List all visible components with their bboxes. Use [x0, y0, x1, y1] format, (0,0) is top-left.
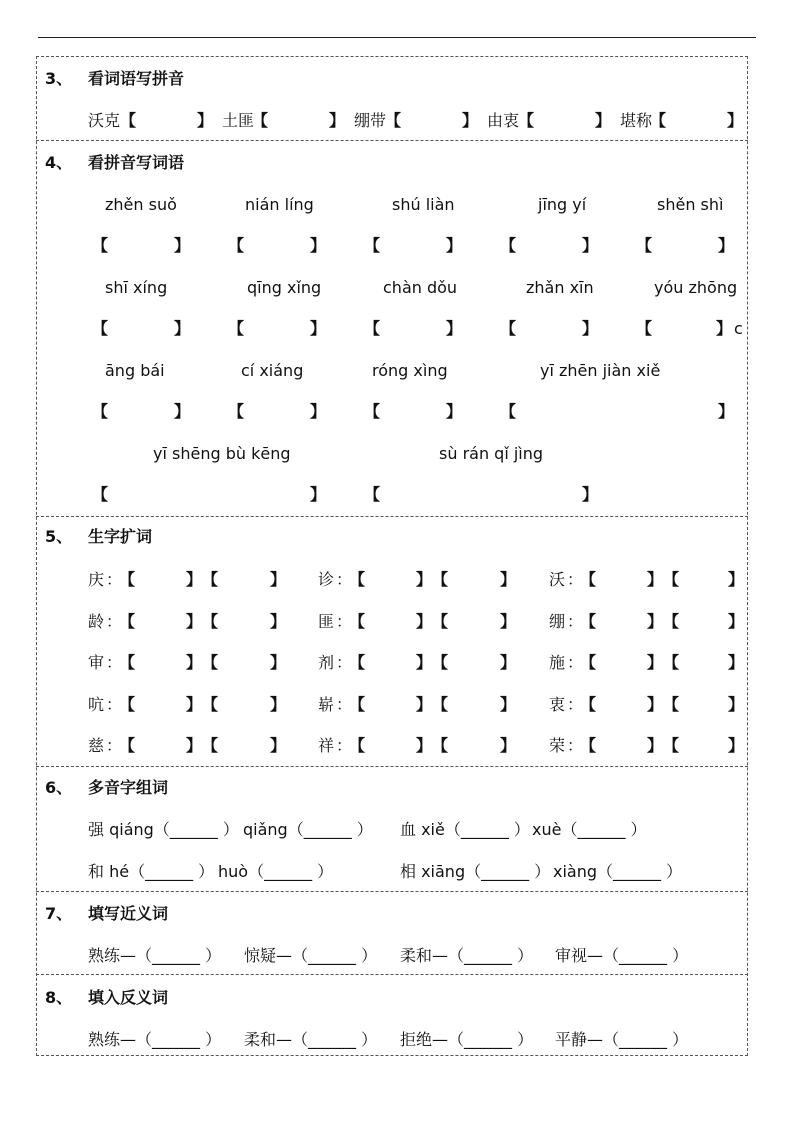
- polyphone-item: xuè（______ ）: [532, 820, 647, 839]
- answer-bracket-open: 【: [202, 612, 219, 631]
- answer-bracket-close: 】: [728, 612, 745, 631]
- pinyin-prompt: cí xiáng: [241, 361, 304, 380]
- section-6-number: 6、: [45, 778, 73, 797]
- section-divider: [36, 891, 748, 892]
- answer-bracket-close: 】: [500, 695, 517, 714]
- character-prompt: 崭: [318, 695, 335, 714]
- character-prompt: 庆: [88, 570, 105, 589]
- answer-bracket-close: 】: [186, 570, 203, 589]
- answer-bracket-open: 【: [500, 402, 517, 421]
- colon: ：: [336, 612, 353, 631]
- answer-bracket-close: 】: [582, 485, 599, 504]
- answer-bracket-close: 】: [727, 111, 744, 130]
- answer-bracket-close: 】: [310, 485, 327, 504]
- answer-bracket-open: 【: [364, 485, 381, 504]
- answer-bracket-close: 】: [186, 695, 203, 714]
- answer-bracket-close: 】: [462, 111, 479, 130]
- answer-bracket-close: 】: [647, 736, 664, 755]
- character-prompt: 祥: [318, 736, 335, 755]
- answer-bracket-open: 【: [119, 653, 136, 672]
- answer-bracket-close: 】: [728, 653, 745, 672]
- character-prompt: 慈: [88, 736, 105, 755]
- colon: ：: [567, 612, 584, 631]
- answer-bracket-close: 】: [174, 319, 191, 338]
- answer-bracket-close: 】: [500, 570, 517, 589]
- answer-bracket-open: 【: [120, 111, 137, 130]
- answer-bracket-open: 【: [663, 653, 680, 672]
- answer-bracket-open: 【: [518, 111, 535, 130]
- answer-bracket-open: 【: [349, 653, 366, 672]
- section-8-title: 填入反义词: [88, 988, 169, 1007]
- answer-bracket-close: 】: [728, 570, 745, 589]
- answer-bracket-close: 】: [446, 236, 463, 255]
- vocab-word: 沃克: [88, 111, 121, 130]
- section-divider: [36, 766, 748, 767]
- antonym-item: 拒绝—（______ ）: [400, 1030, 534, 1049]
- polyphone-item: 和 hé（______ ）: [88, 862, 215, 881]
- answer-bracket-open: 【: [202, 570, 219, 589]
- polyphone-item: huò（______ ）: [218, 862, 334, 881]
- character-prompt: 匪: [318, 612, 335, 631]
- answer-bracket-open: 【: [349, 695, 366, 714]
- answer-bracket-open: 【: [432, 612, 449, 631]
- pinyin-prompt: chàn dǒu: [383, 278, 458, 297]
- answer-bracket-close: 】: [582, 319, 599, 338]
- section-4-title: 看拼音写词语: [88, 153, 185, 172]
- vocab-word: 堪称: [620, 111, 653, 130]
- section-4-number: 4、: [45, 153, 73, 172]
- answer-bracket-close: 】: [647, 695, 664, 714]
- answer-bracket-close: 】: [310, 319, 327, 338]
- polyphone-item: qiǎng（______ ）: [243, 820, 373, 839]
- answer-bracket-close: 】: [416, 695, 433, 714]
- colon: ：: [106, 736, 123, 755]
- answer-bracket-open: 【: [228, 236, 245, 255]
- section-5-number: 5、: [45, 527, 73, 546]
- answer-bracket-open: 【: [119, 695, 136, 714]
- synonym-item: 熟练—（______ ）: [88, 946, 222, 965]
- answer-bracket-close: 】: [647, 612, 664, 631]
- answer-bracket-open: 【: [636, 319, 653, 338]
- character-prompt: 荣: [549, 736, 566, 755]
- pinyin-prompt: róng xìng: [372, 361, 448, 380]
- answer-bracket-open: 【: [202, 653, 219, 672]
- answer-bracket-close: 】: [329, 111, 346, 130]
- answer-bracket-open: 【: [580, 736, 597, 755]
- answer-bracket-close: 】: [728, 736, 745, 755]
- answer-bracket-open: 【: [432, 695, 449, 714]
- answer-bracket-open: 【: [92, 402, 109, 421]
- answer-bracket-close: 】: [582, 236, 599, 255]
- answer-bracket-open: 【: [349, 612, 366, 631]
- colon: ：: [567, 570, 584, 589]
- answer-bracket-open: 【: [663, 570, 680, 589]
- answer-bracket-close: 】: [310, 402, 327, 421]
- vocab-word: 绷带: [354, 111, 387, 130]
- antonym-item: 平静—（______ ）: [555, 1030, 689, 1049]
- answer-bracket-close: 】: [197, 111, 214, 130]
- answer-bracket-close: 】: [647, 653, 664, 672]
- answer-bracket-close: 】: [647, 570, 664, 589]
- pinyin-prompt: zhěn suǒ: [105, 195, 177, 214]
- colon: ：: [567, 653, 584, 672]
- section-divider: [36, 516, 748, 517]
- answer-bracket-open: 【: [364, 402, 381, 421]
- section-3-title: 看词语写拼音: [88, 69, 185, 88]
- vocab-word: 由衷: [487, 111, 520, 130]
- synonym-item: 惊疑—（______ ）: [244, 946, 378, 965]
- colon: ：: [106, 695, 123, 714]
- colon: ：: [336, 695, 353, 714]
- answer-bracket-open: 【: [349, 570, 366, 589]
- answer-bracket-open: 【: [650, 111, 667, 130]
- answer-bracket-open: 【: [202, 736, 219, 755]
- answer-bracket-close: 】: [446, 402, 463, 421]
- answer-bracket-open: 【: [580, 695, 597, 714]
- answer-bracket-open: 【: [580, 570, 597, 589]
- answer-bracket-open: 【: [432, 570, 449, 589]
- answer-bracket-open: 【: [580, 612, 597, 631]
- answer-bracket-close: 】: [500, 612, 517, 631]
- answer-bracket-close: 】: [416, 653, 433, 672]
- pinyin-prompt: shú liàn: [392, 195, 455, 214]
- character-prompt: 剂: [318, 653, 335, 672]
- answer-bracket-open: 【: [432, 653, 449, 672]
- answer-bracket-open: 【: [252, 111, 269, 130]
- colon: ：: [567, 695, 584, 714]
- answer-bracket-open: 【: [580, 653, 597, 672]
- answer-bracket-close: 】: [174, 402, 191, 421]
- colon: ：: [336, 736, 353, 755]
- polyphone-item: 相 xiāng（______ ）: [400, 862, 551, 881]
- colon: ：: [336, 653, 353, 672]
- section-6-title: 多音字组词: [88, 778, 169, 797]
- synonym-item: 审视—（______ ）: [555, 946, 689, 965]
- pinyin-prompt: nián líng: [245, 195, 314, 214]
- answer-bracket-open: 【: [364, 319, 381, 338]
- answer-bracket-open: 【: [500, 319, 517, 338]
- pinyin-prompt: shī xíng: [105, 278, 168, 297]
- character-prompt: 施: [549, 653, 566, 672]
- pinyin-prompt: sù rán qǐ jìng: [439, 444, 544, 463]
- answer-bracket-open: 【: [92, 319, 109, 338]
- answer-bracket-open: 【: [663, 695, 680, 714]
- answer-bracket-open: 【: [119, 612, 136, 631]
- section-7-title: 填写近义词: [88, 904, 169, 923]
- pinyin-prompt: shěn shì: [657, 195, 724, 214]
- pinyin-prompt: qīng xǐng: [247, 278, 322, 297]
- section-3-number: 3、: [45, 69, 73, 88]
- answer-bracket-open: 【: [119, 736, 136, 755]
- polyphone-item: xiàng（______ ）: [553, 862, 683, 881]
- answer-bracket-close: 】: [416, 736, 433, 755]
- pinyin-prompt: yóu zhōng: [654, 278, 738, 297]
- answer-bracket-close: 】: [500, 653, 517, 672]
- pinyin-prompt: zhǎn xīn: [526, 278, 594, 297]
- character-prompt: 诊: [318, 570, 335, 589]
- colon: ：: [106, 570, 123, 589]
- answer-bracket-close: 】: [174, 236, 191, 255]
- answer-bracket-open: 【: [202, 695, 219, 714]
- section-8-number: 8、: [45, 988, 73, 1007]
- answer-bracket-close: 】: [500, 736, 517, 755]
- answer-bracket-close: 】: [186, 612, 203, 631]
- answer-bracket-open: 【: [663, 612, 680, 631]
- pinyin-prompt: jīng yí: [538, 195, 587, 214]
- answer-bracket-open: 【: [432, 736, 449, 755]
- section-divider: [36, 140, 748, 141]
- answer-bracket-close: 】: [416, 612, 433, 631]
- answer-bracket-close: 】: [270, 612, 287, 631]
- answer-bracket-open: 【: [228, 402, 245, 421]
- colon: ：: [106, 653, 123, 672]
- character-prompt: 绷: [549, 612, 566, 631]
- answer-bracket-close: 】: [270, 695, 287, 714]
- answer-bracket-close: 】: [186, 736, 203, 755]
- character-prompt: 沃: [549, 570, 566, 589]
- colon: ：: [336, 570, 353, 589]
- answer-bracket-close: 】: [728, 695, 745, 714]
- answer-bracket-close: 】: [595, 111, 612, 130]
- answer-bracket-close: 】: [270, 653, 287, 672]
- stray-mark: c: [734, 319, 743, 338]
- polyphone-item: 强 qiáng（______ ）: [88, 820, 239, 839]
- colon: ：: [567, 736, 584, 755]
- section-7-number: 7、: [45, 904, 73, 923]
- answer-bracket-close: 】: [416, 570, 433, 589]
- character-prompt: 审: [88, 653, 105, 672]
- answer-bracket-open: 【: [364, 236, 381, 255]
- answer-bracket-open: 【: [228, 319, 245, 338]
- answer-bracket-open: 【: [349, 736, 366, 755]
- answer-bracket-close: 】: [310, 236, 327, 255]
- section-divider: [36, 974, 748, 975]
- answer-bracket-open: 【: [92, 485, 109, 504]
- synonym-item: 柔和—（______ ）: [400, 946, 534, 965]
- answer-bracket-open: 【: [636, 236, 653, 255]
- polyphone-item: 血 xiě（______ ）: [400, 820, 530, 839]
- antonym-item: 熟练—（______ ）: [88, 1030, 222, 1049]
- antonym-item: 柔和—（______ ）: [244, 1030, 378, 1049]
- answer-bracket-close: 】: [446, 319, 463, 338]
- answer-bracket-open: 【: [663, 736, 680, 755]
- answer-bracket-open: 【: [119, 570, 136, 589]
- answer-bracket-close: 】: [716, 319, 733, 338]
- pinyin-prompt: āng bái: [105, 361, 165, 380]
- vocab-word: 土匪: [222, 111, 255, 130]
- colon: ：: [106, 612, 123, 631]
- character-prompt: 龄: [88, 612, 105, 631]
- pinyin-prompt: yī shēng bù kēng: [153, 444, 291, 463]
- answer-bracket-open: 【: [385, 111, 402, 130]
- answer-bracket-close: 】: [270, 570, 287, 589]
- answer-bracket-close: 】: [718, 402, 735, 421]
- header-rule: [38, 37, 756, 38]
- pinyin-prompt: yī zhēn jiàn xiě: [540, 361, 661, 380]
- answer-bracket-close: 】: [718, 236, 735, 255]
- answer-bracket-open: 【: [92, 236, 109, 255]
- character-prompt: 衷: [549, 695, 566, 714]
- answer-bracket-close: 】: [270, 736, 287, 755]
- section-5-title: 生字扩词: [88, 527, 153, 546]
- character-prompt: 吭: [88, 695, 105, 714]
- answer-bracket-open: 【: [500, 236, 517, 255]
- answer-bracket-close: 】: [186, 653, 203, 672]
